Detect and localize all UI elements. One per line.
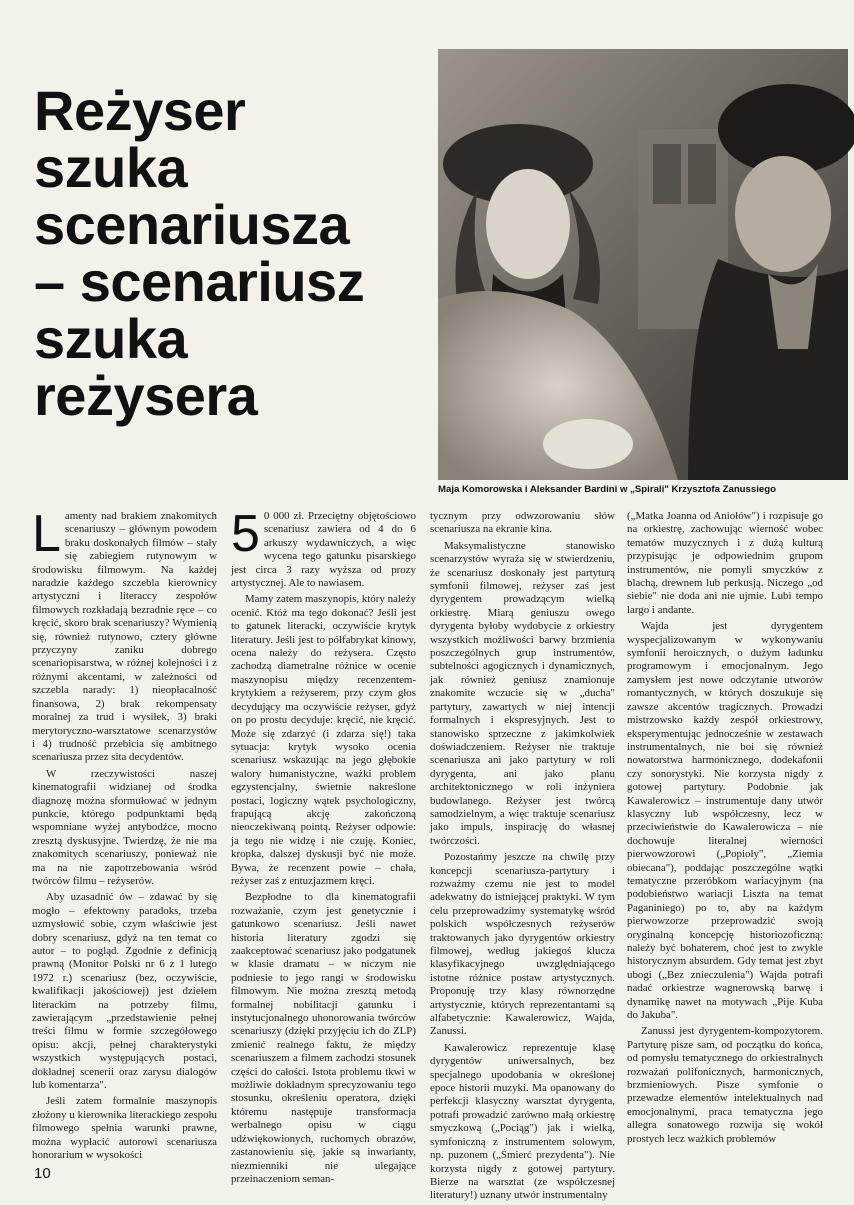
paragraph: Zanussi jest dyrygentem-kompozytorem. Partyturę pisze sam, od początku do końca, od pomysłu tematycznego do orkiestralnych rozważań polifonicznych, harmonicznych, brzmieniowych. Pisze symfonie o przewadze elementów intelektualnych nad emocjonalnymi, praca tematyczna jego allegra sonatowego rozwija się wokół prostych lecz ważkich problemów: [627, 1025, 823, 1145]
article-column-4: [627, 510, 823, 1160]
paragraph: Bezpłodne to dla kinematografii rozważanie, czym jest genetycznie i gatunkowo scenariusz. Jeśli nawet historia literatury zgodzi się zaakceptować scenariusz jako podgatunek w klasie dramatu – w niczym nie podniesie to jego rangi w środowisku filmowym. Nie można zresztą metodą formalnej nobilitacji gatunku i instytucjonalnego uhonorowania twórców scenariuszy (dzięki przyjęciu ich do ZLP) zmienić realnego faktu, że między scenariuszem a filmem zachodzi stosunek części do całości. Istota problemu tkwi w możliwie dokładnym sprecyzowaniu tego stosunku, określeniu operatora, dzięki któremu następuje transformacja werbalnego opisu w ciągu udźwiękowionych, ruchomych obrazów, zastanowieniu się, jakie są inwarianty, niezmienniki nie ulegające przeinaczeniom seman-: [231, 891, 416, 1185]
paragraph: („Matka Joanna od Aniołów") i rozpisuje go na orkiestrę, zachowując wierność wobec tematów muzycznych i z dużą kulturą przypisując je odpowiednim grupom instrumentów, nie pomyli smyczków z blachą, drewnem lub perkusją. Niczego „od siebie" nie doda ani nie ujmie. Lubi tempo largo i andante.: [627, 510, 823, 616]
page-number: 10: [34, 1165, 51, 1182]
photo-illustration: [438, 49, 848, 480]
title-line: szuka: [34, 135, 188, 199]
title-line: scenariusza: [34, 192, 350, 256]
paragraph: Lamenty nad brakiem znakomitych scenariuszy – głównym powodem braku doskonałych filmów – stały się zabiegiem rutynowym w środowisku filmowym. Na każdej naradzie każdego szczebla kierownicy artystyczni i literaccy zespołów filmowych rozkładają bezradnie ręce – co kręcić, skoro brak scenariuszy? Wymienią się, również rutynowo, cztery główne przyczyny zaniku dobrego scenariopisarstwa, w różnej kolejności i z różnymi akcentami, w zależności od szczebla narady: 1) nieopłacalność finansowa, 2) brak rekompensaty moralnej za trud i wysiłek, 3) braki merytoryczno-warsztatowe scenarzystów i 4) trudność przebicia się ambitnego scenariusza przez sita decydentów.: [32, 505, 217, 764]
paragraph: Jeśli zatem formalnie maszynopis złożony u kierownika literackiego zespołu filmowego spełnia warunki prawne, można wypłacić autorowi scenariusza honorarium w wysokości: [32, 1095, 217, 1162]
paragraph: Mamy zatem maszynopis, który należy ocenić. Któż ma tego dokonać? Jeśli jest to gatunek literacki, oczywiście krytyk literatury. Jeśli jest to półfabrykat kinowy, ocena należy do reżysera. Często zachodzą diametralne różnice w ocenie maszynopisu między recenzentem-krytykiem a reżyserem, przy czym głos decydujący ma oczywiście reżyser, gdyż on po prostu decyduje: kręcić, nie kręcić. Może się zdarzyć (i zdarza się!) taka sytuacja: krytyk wysoko ocenia scenariusz wskazując na jego głębokie walory humanistyczne, ważki problem egzystencjalny, świetnie nakreślone postaci, logiczny wątek psychologiczny, frapującą akcję zakończoną nieoczekiwaną pointą. Reżyser odpowie: ja tego nie widzę i nie czuję. Koniec, kropka, dalszej dyskusji być nie może. Bywa, że recenzent powie – chała, reżyser zaś z entuzjazmem kręci.: [231, 593, 416, 887]
article-column-1: [32, 505, 217, 1162]
paragraph: Pozostańmy jeszcze na chwilę przy koncepcji scenariusza-partytury i rozważmy czemu nie jest to model adekwatny do istniejącej praktyki. W tym celu przeprowadzimy systematykę wśród polskich współczesnych reżyserów traktowanych jako dyrygentów orkiestry filmowej, według jakiegoś klucza klasyfikacyjnego uwzględniającego istotne różnice postaw artystycznych. Proponuję trzy klasy równorzędne artystycznie, których reprezentantami są alfabetycznie: Kawalerowicz, Wajda, Zanussi.: [430, 851, 615, 1038]
title-line: Reżyser: [34, 78, 246, 142]
photo-caption: Maja Komorowska i Aleksander Bardini w „Spirali" Krzysztofa Zanussiego: [438, 484, 776, 495]
article-column-3: [430, 510, 615, 1202]
paragraph: W rzeczywistości naszej kinematografii widzianej od środka diagnozę można sformułować w jednym punkcie, którego podpunktami będą wspomniane wyżej antybodźce, mocno zresztą dyskusyjne. Twierdzę, że nie ma znakomitych scenariuszy, ponieważ nie ma na nie zapotrzebowania wśród twórców filmu – reżyserów.: [32, 767, 217, 887]
article-column-2: [231, 505, 416, 1185]
title-line: – scenariusz: [34, 249, 365, 313]
title-line: szuka: [34, 306, 188, 370]
paragraph: Aby uzasadnić ów – zdawać by się mogło – efektowny paradoks, trzeba uzmysłowić sobie, czym właściwie jest dobry scenariusz, gdyż na ten temat co autor – to pogląd. Zgodnie z definicją prawną (Monitor Polski nr 6 z 1 lutego 1972 r.) scenariusz (bez, oczywiście, kwalifikacji jakościowej) jest dziełem literackim na potrzeby filmu, zawierającym „przedstawienie pełnej treści filmu w formie szczegółowego opisu: akcji, pełnej charakterystyki wszystkich występujących postaci, dokładnej scenerii oraz zarysu dialogów lub komentarza".: [32, 891, 217, 1092]
film-still-photo: [438, 49, 848, 480]
paragraph: Maksymalistyczne stanowisko scenarzystów wyraża się w stwierdzeniu, że scenariusz doskonały jest partyturą symfonii filmowej, reżyser zaś jest dyrygentem prowadzącym wielką orkiestrę. Miarą geniuszu owego dyrygenta byłoby wydobycie z orkiestry wszystkich możliwości barwy brzmienia poszczególnych grup instrumentów, subtelności agogicznych i dynamicznych, jak również geniusz znamionuje znakomite wczucie się w „ducha" partytury, zawartych w niej intencji formalnych i ekspresyjnych. Jest to stanowisko sprzeczne z jakimkolwiek doświadczeniem. Reżyser nie traktuje scenariusza ani jako partytury w roli dyrygenta, ani jako planu architektonicznego w roli inżyniera budowlanego. Reżyser jest twórcą samodzielnym, a więc traktuje scenariusz jako impuls, inspirację do własnej twórczości.: [430, 539, 615, 847]
paragraph: Wajda jest dyrygentem wyspecjalizowanym w wykonywaniu symfonii heroicznych, o dużym ładunku programowym i emocjonalnym. Jego zamysłem jest nowe odczytanie utworów romantycznych, w których doszukuje się zawsze akcentów tragicznych. Prowadzi mistrzowsko każdy zespół orkiestrowy, eksperymentując jednocześnie w zestawach instrumentalnych, nie boi się również nowatorstwa harmonicznego, dodekafonii czy sonorystyki. Nie korzysta nigdy z gotowej partytury. Podobnie jak Kawalerowicz – instrumentuje dany utwór klasyczny lub współczesny, lecz w przeciwieństwie do Kawalerowicza – nie dochowuje literalnej wierności pierwowzorowi („Popioły", „Ziemia obiecana"), poddając poszczególne wątki tematyczne przeróbkom wariacyjnym (na podobieństwo wariacji Liszta na temat Paganiniego) po to, aby na każdym pierwowzorze przeprowadzić swoją oryginalną koncepcję historiozoficzną: należy być bohaterem, choć jest to zwykle historycznym absurdem. Gdy temat jest zbyt ubogi („Bez znieczulenia") Wajda potrafi nadać orkiestrze wagnerowską barwę i dynamikę nawet na motywach „Pije Kuba do Jakuba".: [627, 620, 823, 1022]
title-line: reżysera: [34, 363, 258, 427]
paragraph: tycznym przy odwzorowaniu słów scenariusza na ekranie kina.: [430, 510, 615, 536]
paragraph: Kawalerowicz reprezentuje klasę dyrygentów uniwersalnych, bez specjalnego upodobania w określonej epoce historii muzyki. Ma opanowany do perfekcji klasyczny warsztat dyrygenta, potrafi prowadzić zarówno małą orkiestrę smyczkową („Pociąg") jak i wielką, symfoniczną z instrumentem solowym, np. puzonem („Śmierć prezydenta"). Nie korzysta nigdy z gotowej partytury. Bierze na warsztat (ze współczesnej literatury!) uznany utwór instrumentalny: [430, 1041, 615, 1202]
article-title: [34, 78, 434, 427]
paragraph: 50 000 zł. Przeciętny objętościowo scenariusz zawiera od 4 do 6 arkuszy wydawniczych, a więc wycena tego gatunku pisarskiego jest circa 3 razy wyższa od prozy artystycznej. Ale to nawiasem.: [231, 505, 416, 590]
